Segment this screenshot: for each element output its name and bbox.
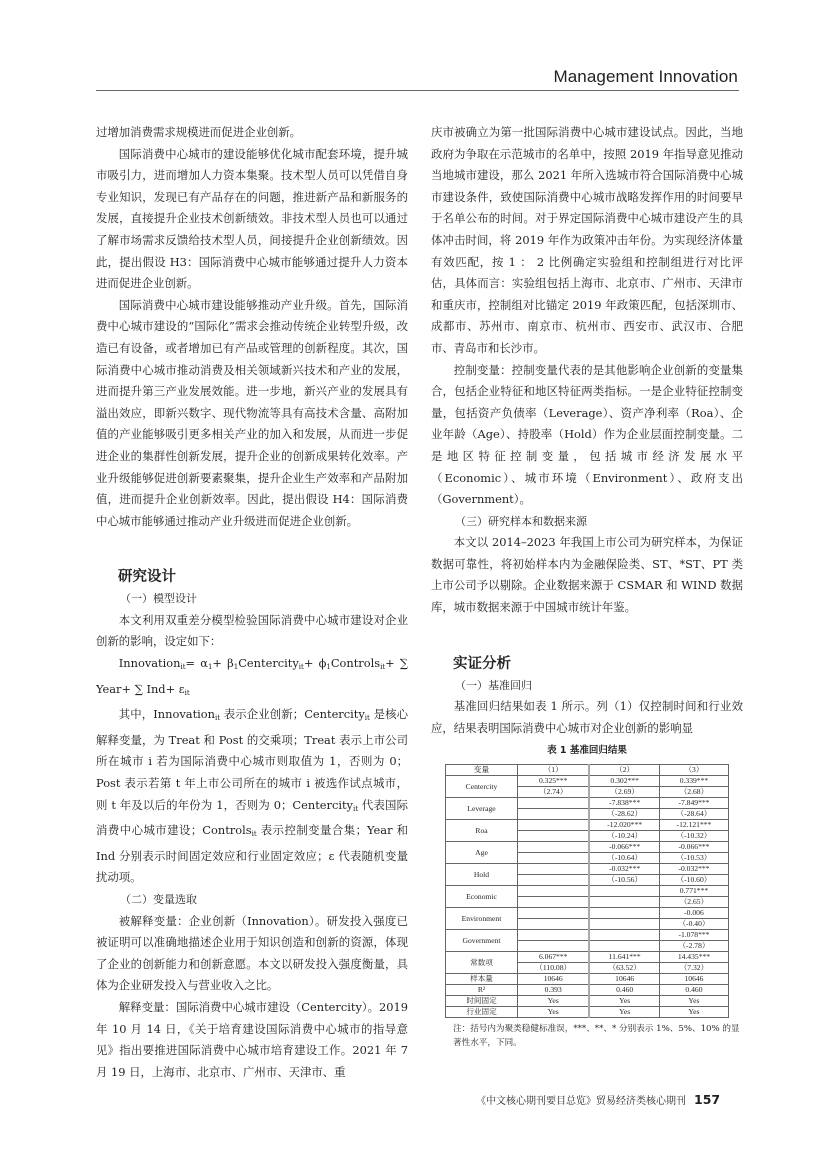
table-row-coef: [446, 952, 729, 963]
table-stat-cell: 10646: [518, 974, 590, 985]
table-tstat-cell: （-10.64）: [589, 853, 659, 864]
table-header-cell: 变量: [446, 765, 518, 776]
footer-journal: 《中文核心期刊要目总览》贸易经济类核心期刊: [476, 1096, 686, 1107]
table-row-coef: [446, 776, 729, 787]
paragraph: 庆市被确立为第一批国际消费中心城市建设试点。因此，当地政府为争取在示范城市的名单中，按照 2019 年指导意见推动当地城市建设，那么 2021 年所入选城市符合国际消费中心城市建设条件，致使国际消费中心城市战略发挥作用的时间要早于名单公布的时间。对于界定国际消费中心城市建设产生的具体冲击时间，将 2019 年作为政策冲击年份。为实现经济体量有效匹配，按 1 ： 2 比例确定实验组和控制组进行对比评估，具体而言：实验组包括上海市、北京市、广州市、天津市和重庆市，控制组对比锚定 2019 年政策匹配，包括深圳市、成都市、苏州市、南京市、杭州市、西安市、武汉市、合肥市、青岛市和长沙市。: [431, 125, 743, 355]
table-coef-cell: -0.066***: [659, 842, 728, 853]
table-coef-cell: 0.771***: [659, 886, 728, 897]
table-stat-cell: Yes: [589, 1007, 659, 1018]
subsection-title: （一）模型设计: [120, 592, 197, 606]
table-tstat-cell: [518, 809, 590, 820]
paragraph: 被解释变量：企业创新（Innovation）。研发投入强度已被证明可以准确地描述企业用于知识创造和创新的资源，体现了企业的创新能力和创新意愿。本文以研发投入强度衡量，具体为企业研发投入与营业收入之比。: [96, 913, 408, 993]
table-variable-name: 常数项: [446, 952, 518, 974]
table-stat-cell: 0.460: [589, 985, 659, 996]
table-tstat-cell: （2.68）: [659, 787, 728, 798]
table-coef-cell: 14.435***: [659, 952, 728, 963]
table-tstat-cell: （-0.40）: [659, 919, 728, 930]
table-stat-row: [446, 1007, 729, 1018]
table-coef-cell: -0.032***: [589, 864, 659, 875]
subsection-title: （三）研究样本和数据来源: [455, 514, 587, 528]
table-coef-cell: [518, 798, 590, 809]
table-header-cell: （3）: [659, 765, 728, 776]
table-tstat-cell: （-28.62）: [589, 809, 659, 820]
table-row-coef: [446, 886, 729, 897]
right-column: [431, 122, 743, 1050]
table-tstat-cell: （-10.56）: [589, 875, 659, 886]
paragraph: 本文以 2014–2023 年我国上市公司为研究样本，为保证数据可靠性，将初始样本内为金融保险类、ST、*ST、PT 类上市公司予以剔除。企业数据来源于 CSMAR 和 WIND 数据库，城市数据来源于中国城市统计年鉴。: [431, 535, 743, 615]
table-coef-cell: 0.325***: [518, 776, 590, 787]
table-tstat-cell: （-10.24）: [589, 831, 659, 842]
table-variable-name: Hold: [446, 864, 518, 886]
table-coef-cell: 6.067***: [518, 952, 590, 963]
table-variable-name: Age: [446, 842, 518, 864]
table-stat-cell: 0.460: [659, 985, 728, 996]
table-coef-cell: -0.032***: [659, 864, 728, 875]
table-row-coef: [446, 820, 729, 831]
paragraph: 国际消费中心城市的建设能够优化城市配套环境，提升城市吸引力，进而增加人力资本集聚。技术型人员可以凭借自身专业知识，发现已有产品存在的问题，推进新产品和新服务的发展，直接提升企业技术创新绩效。非技术型人员也可以通过了解市场需求反馈给技术型人员，间接提升企业创新绩效。因此，提出假设 H3：国际消费中心城市能够通过提升人力资本进而促进企业创新。: [96, 146, 408, 291]
table-header-cell: （2）: [589, 765, 659, 776]
table-tstat-cell: [518, 853, 590, 864]
table-stat-cell: Yes: [518, 1007, 590, 1018]
table-tstat-cell: （2.65）: [659, 897, 728, 908]
table-coef-cell: -0.006: [659, 908, 728, 919]
table-caption: 表 1 基准回归结果: [547, 745, 627, 757]
table-coef-cell: -12.020***: [589, 820, 659, 831]
table-stat-cell: Yes: [659, 996, 728, 1007]
table-stat-row: [446, 996, 729, 1007]
table-stat-label: 时间固定: [446, 996, 518, 1007]
table-tstat-cell: [518, 941, 590, 952]
regression-table: [445, 764, 729, 1018]
table-tstat-cell: （63.52）: [589, 963, 659, 974]
equation: Innovation$_{it}$= $\alpha_1+$ $\beta_1Centercity_{it}+$ $\phi_1Controls_{it}+$ ∑ Year+ ∑ $Ind+ \varepsilon_{it}$: [96, 656, 409, 697]
table-coef-cell: [518, 908, 590, 919]
header-rule: [96, 90, 739, 91]
table-variable-name: Economic: [446, 886, 518, 908]
table-coef-cell: [518, 930, 590, 941]
table-tstat-cell: [589, 919, 659, 930]
paragraph: 解释变量：国际消费中心城市建设（Centercity）。2019 年 10 月 14 日，《关于培育建设国际消费中心城市的指导意见》指出要推进国际消费中心城市培育建设工作。2021 年 7 月 19 日，上海市、北京市、广州市、天津市、重: [96, 999, 408, 1079]
table-tstat-cell: （-2.78）: [659, 941, 728, 952]
table-row-coef: [446, 798, 729, 809]
table-variable-name: Roa: [446, 820, 518, 842]
table-stat-row: [446, 985, 729, 996]
table-tstat-cell: （-10.32）: [659, 831, 728, 842]
table-tstat-cell: （-28.64）: [659, 809, 728, 820]
table-coef-cell: -0.066***: [589, 842, 659, 853]
table-coef-cell: [518, 886, 590, 897]
table-stat-cell: 10646: [659, 974, 728, 985]
table-stat-cell: Yes: [589, 996, 659, 1007]
table-stat-cell: 0.393: [518, 985, 590, 996]
table-stat-cell: Yes: [518, 996, 590, 1007]
table-coef-cell: [518, 820, 590, 831]
table-row-coef: [446, 908, 729, 919]
paragraph: 国际消费中心城市建设能够推动产业升级。首先，国际消费中心城市建设的“国际化”需求会推动传统企业转型升级，改造已有设备，或者增加已有产品或管理的创新程度。其次，国际消费中心城市推动消费及相关领域新兴技术和产业的发展，进而提升第三产业发展效能。进一步地，新兴产业的发展具有溢出效应，即新兴数字、现代物流等具有高技术含量、高附加值的产业能够吸引更多相关产业的加入和发展，从而进一步促进企业的集群性创新发展，提升企业的创新成果转化效率。产业升级能够促进创新要素聚集，提升企业生产效率和产品附加值，进而提升企业创新效率。因此，提出假设 H4：国际消费中心城市能够通过推动产业升级进而促进企业创新。: [96, 297, 408, 528]
page-footer: [476, 1092, 720, 1107]
table-coef-cell: 11.641***: [589, 952, 659, 963]
table-coef-cell: [589, 908, 659, 919]
table-stat-label: 样本量: [446, 974, 518, 985]
section-title-empirical-analysis: 实证分析: [453, 655, 511, 672]
table-tstat-cell: （110.08）: [518, 963, 590, 974]
table-stat-label: R²: [446, 985, 518, 996]
table-variable-name: Centercity: [446, 776, 518, 798]
table-note: 注：括号内为聚类稳健标准误，***、**、* 分别表示 1%、5%、10% 的显著性水平，下同。: [453, 1024, 740, 1049]
table-coef-cell: -1.078***: [659, 930, 728, 941]
table-header-cell: （1）: [518, 765, 590, 776]
table-row-coef: [446, 842, 729, 853]
table-tstat-cell: [589, 941, 659, 952]
table-row-coef: [446, 864, 729, 875]
subsection-title: （二）变量选取: [120, 893, 197, 906]
table-variable-name: Environment: [446, 908, 518, 930]
table-tstat-cell: [518, 897, 590, 908]
table-variable-name: Leverage: [446, 798, 518, 820]
paragraph: 本文利用双重差分模型检验国际消费中心城市建设对企业创新的影响，设定如下：: [96, 612, 408, 649]
table-coef-cell: 0.339***: [659, 776, 728, 787]
table-row-coef: [446, 930, 729, 941]
page-number: 157: [694, 1092, 721, 1107]
table-tstat-cell: （2.69）: [589, 787, 659, 798]
table-coef-cell: -12.121***: [659, 820, 728, 831]
table-coef-cell: [589, 930, 659, 941]
table-coef-cell: 0.302***: [589, 776, 659, 787]
table-coef-cell: [518, 864, 590, 875]
table-coef-cell: -7.849***: [659, 798, 728, 809]
table-coef-cell: [589, 886, 659, 897]
table-stat-cell: 10646: [589, 974, 659, 985]
table-stat-label: 行业固定: [446, 1007, 518, 1018]
table-tstat-cell: （-10.60）: [659, 875, 728, 886]
table-stat-cell: Yes: [659, 1007, 728, 1018]
table-header-row: [446, 765, 729, 776]
paragraph: 控制变量：控制变量代表的是其他影响企业创新的变量集合，包括企业特征和地区特征两类指标。一是企业特征控制变量，包括资产负债率（Leverage）、资产净利率（Roa）、企业年龄（Age）、持股率（Hold）作为企业层面控制变量。二是地区特征控制变量，包括城市经济发展水平（Economic）、城市环境（Environment）、政府支出（Government）。: [431, 362, 743, 507]
table-tstat-cell: （7.32）: [659, 963, 728, 974]
table-tstat-cell: （2.74）: [518, 787, 590, 798]
table-tstat-cell: [589, 897, 659, 908]
table-variable-name: Government: [446, 930, 518, 952]
section-title-research-design: 研究设计: [118, 569, 176, 586]
journal-header-title: Management Innovation: [553, 67, 738, 86]
table-stat-row: [446, 974, 729, 985]
table-tstat-cell: [518, 919, 590, 930]
table-tstat-cell: （-10.53）: [659, 853, 728, 864]
paragraph: 过增加消费需求规模进而促进企业创新。: [96, 125, 302, 139]
table-tstat-cell: [518, 875, 590, 886]
paragraph: 基准回归结果如表 1 所示。列（1）仅控制时间和行业效应，结果表明国际消费中心城市对企业创新的影响显: [431, 699, 743, 735]
table-coef-cell: -7.838***: [589, 798, 659, 809]
left-column: [96, 122, 408, 1083]
table-coef-cell: [518, 842, 590, 853]
table-tstat-cell: [518, 831, 590, 842]
subsection-title: （一）基准回归: [455, 678, 532, 692]
paragraph: 其中，Innovation$_{it}$ 表示企业创新；Centercity$_{it}$ 是核心解释变量，为 Treat 和 Post 的交乘项；Treat 表示上市公司所在城市 i 若为国际消费中心城市则取值为 1，否则为 0；Post 表示若第 t 年上市公司所在的城市 i 被选作试点城市，则 t 年及以后的年份为 1，否则为 0；Centercity$_{it}$ 代表国际消费中心城市建设；Controls$_{it}$ 表示控制变量合集；Year 和 Ind 分别表示时间固定效应和行业固定效应；ε 代表随机变量扰动项。: [96, 707, 409, 885]
